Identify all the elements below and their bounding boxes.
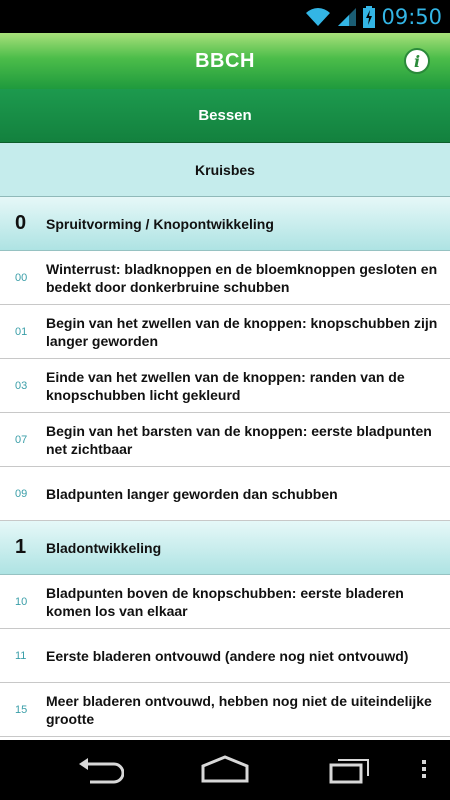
subcategory-label: Kruisbes	[195, 161, 255, 178]
stage-description: Spruitvorming / Knopontwikkeling	[46, 215, 274, 232]
back-button[interactable]	[76, 754, 124, 789]
category-label: Bessen	[198, 107, 252, 124]
stage-code: 09	[15, 487, 28, 500]
list-item[interactable]	[0, 305, 450, 359]
app-title: BBCH	[195, 49, 255, 72]
info-icon: i	[413, 51, 421, 71]
stage-description: Bladpunten langer geworden dan schubben	[46, 485, 338, 502]
stage-code: 10	[15, 595, 28, 608]
stage-list[interactable]	[0, 197, 450, 740]
stage-code: 00	[15, 271, 28, 284]
category-header[interactable]	[0, 89, 450, 143]
stage-code: 1	[15, 536, 27, 558]
section-row[interactable]	[0, 197, 450, 251]
stage-description: Begin van het barsten van de knoppen: eerste bladpunten net zichtbaar	[46, 422, 432, 457]
list-item[interactable]	[0, 683, 450, 737]
section-row[interactable]	[0, 521, 450, 575]
stage-description: Einde van het zwellen van de knoppen: randen van de knopschubben licht gekleurd	[46, 368, 405, 403]
app-title-bar	[0, 33, 450, 89]
stage-description: Meer bladeren ontvouwd, hebben nog niet de uiteindelijke grootte	[46, 692, 432, 727]
home-icon	[200, 754, 250, 789]
stage-description: Winterrust: bladknoppen en de bloemknoppen gesloten en bedekt door donkerbruine schubben	[46, 260, 438, 295]
stage-code: 15	[15, 703, 28, 716]
home-button[interactable]	[200, 754, 250, 789]
recent-apps-button[interactable]	[328, 754, 374, 789]
stage-description: Bladontwikkeling	[46, 539, 162, 556]
stage-code: 0	[15, 212, 27, 234]
status-bar	[0, 0, 450, 33]
navigation-bar	[0, 740, 450, 800]
stage-code: 11	[15, 649, 27, 662]
recent-apps-icon	[328, 754, 374, 789]
battery-charging-icon	[363, 6, 375, 28]
list-item[interactable]	[0, 251, 450, 305]
stage-description: Eerste bladeren ontvouwd (andere nog niet ontvouwd)	[46, 647, 409, 664]
list-item[interactable]	[0, 575, 450, 629]
back-icon	[76, 754, 124, 789]
stage-description: Bladpunten boven de knopschubben: eerste bladeren komen los van elkaar	[46, 584, 404, 619]
overflow-menu-button[interactable]	[420, 754, 428, 789]
overflow-menu-icon	[420, 754, 428, 789]
info-button[interactable]	[404, 48, 430, 74]
signal-icon	[337, 7, 357, 27]
subcategory-header[interactable]	[0, 143, 450, 197]
stage-code: 01	[15, 325, 28, 338]
list-item[interactable]	[0, 359, 450, 413]
clock: 09:50	[381, 4, 442, 29]
list-item[interactable]	[0, 467, 450, 521]
wifi-icon	[305, 7, 331, 27]
list-item[interactable]	[0, 629, 450, 683]
stage-code: 07	[15, 433, 28, 446]
stage-code: 03	[15, 379, 28, 392]
stage-description: Begin van het zwellen van de knoppen: knopschubben zijn langer geworden	[46, 314, 438, 349]
list-item[interactable]	[0, 413, 450, 467]
